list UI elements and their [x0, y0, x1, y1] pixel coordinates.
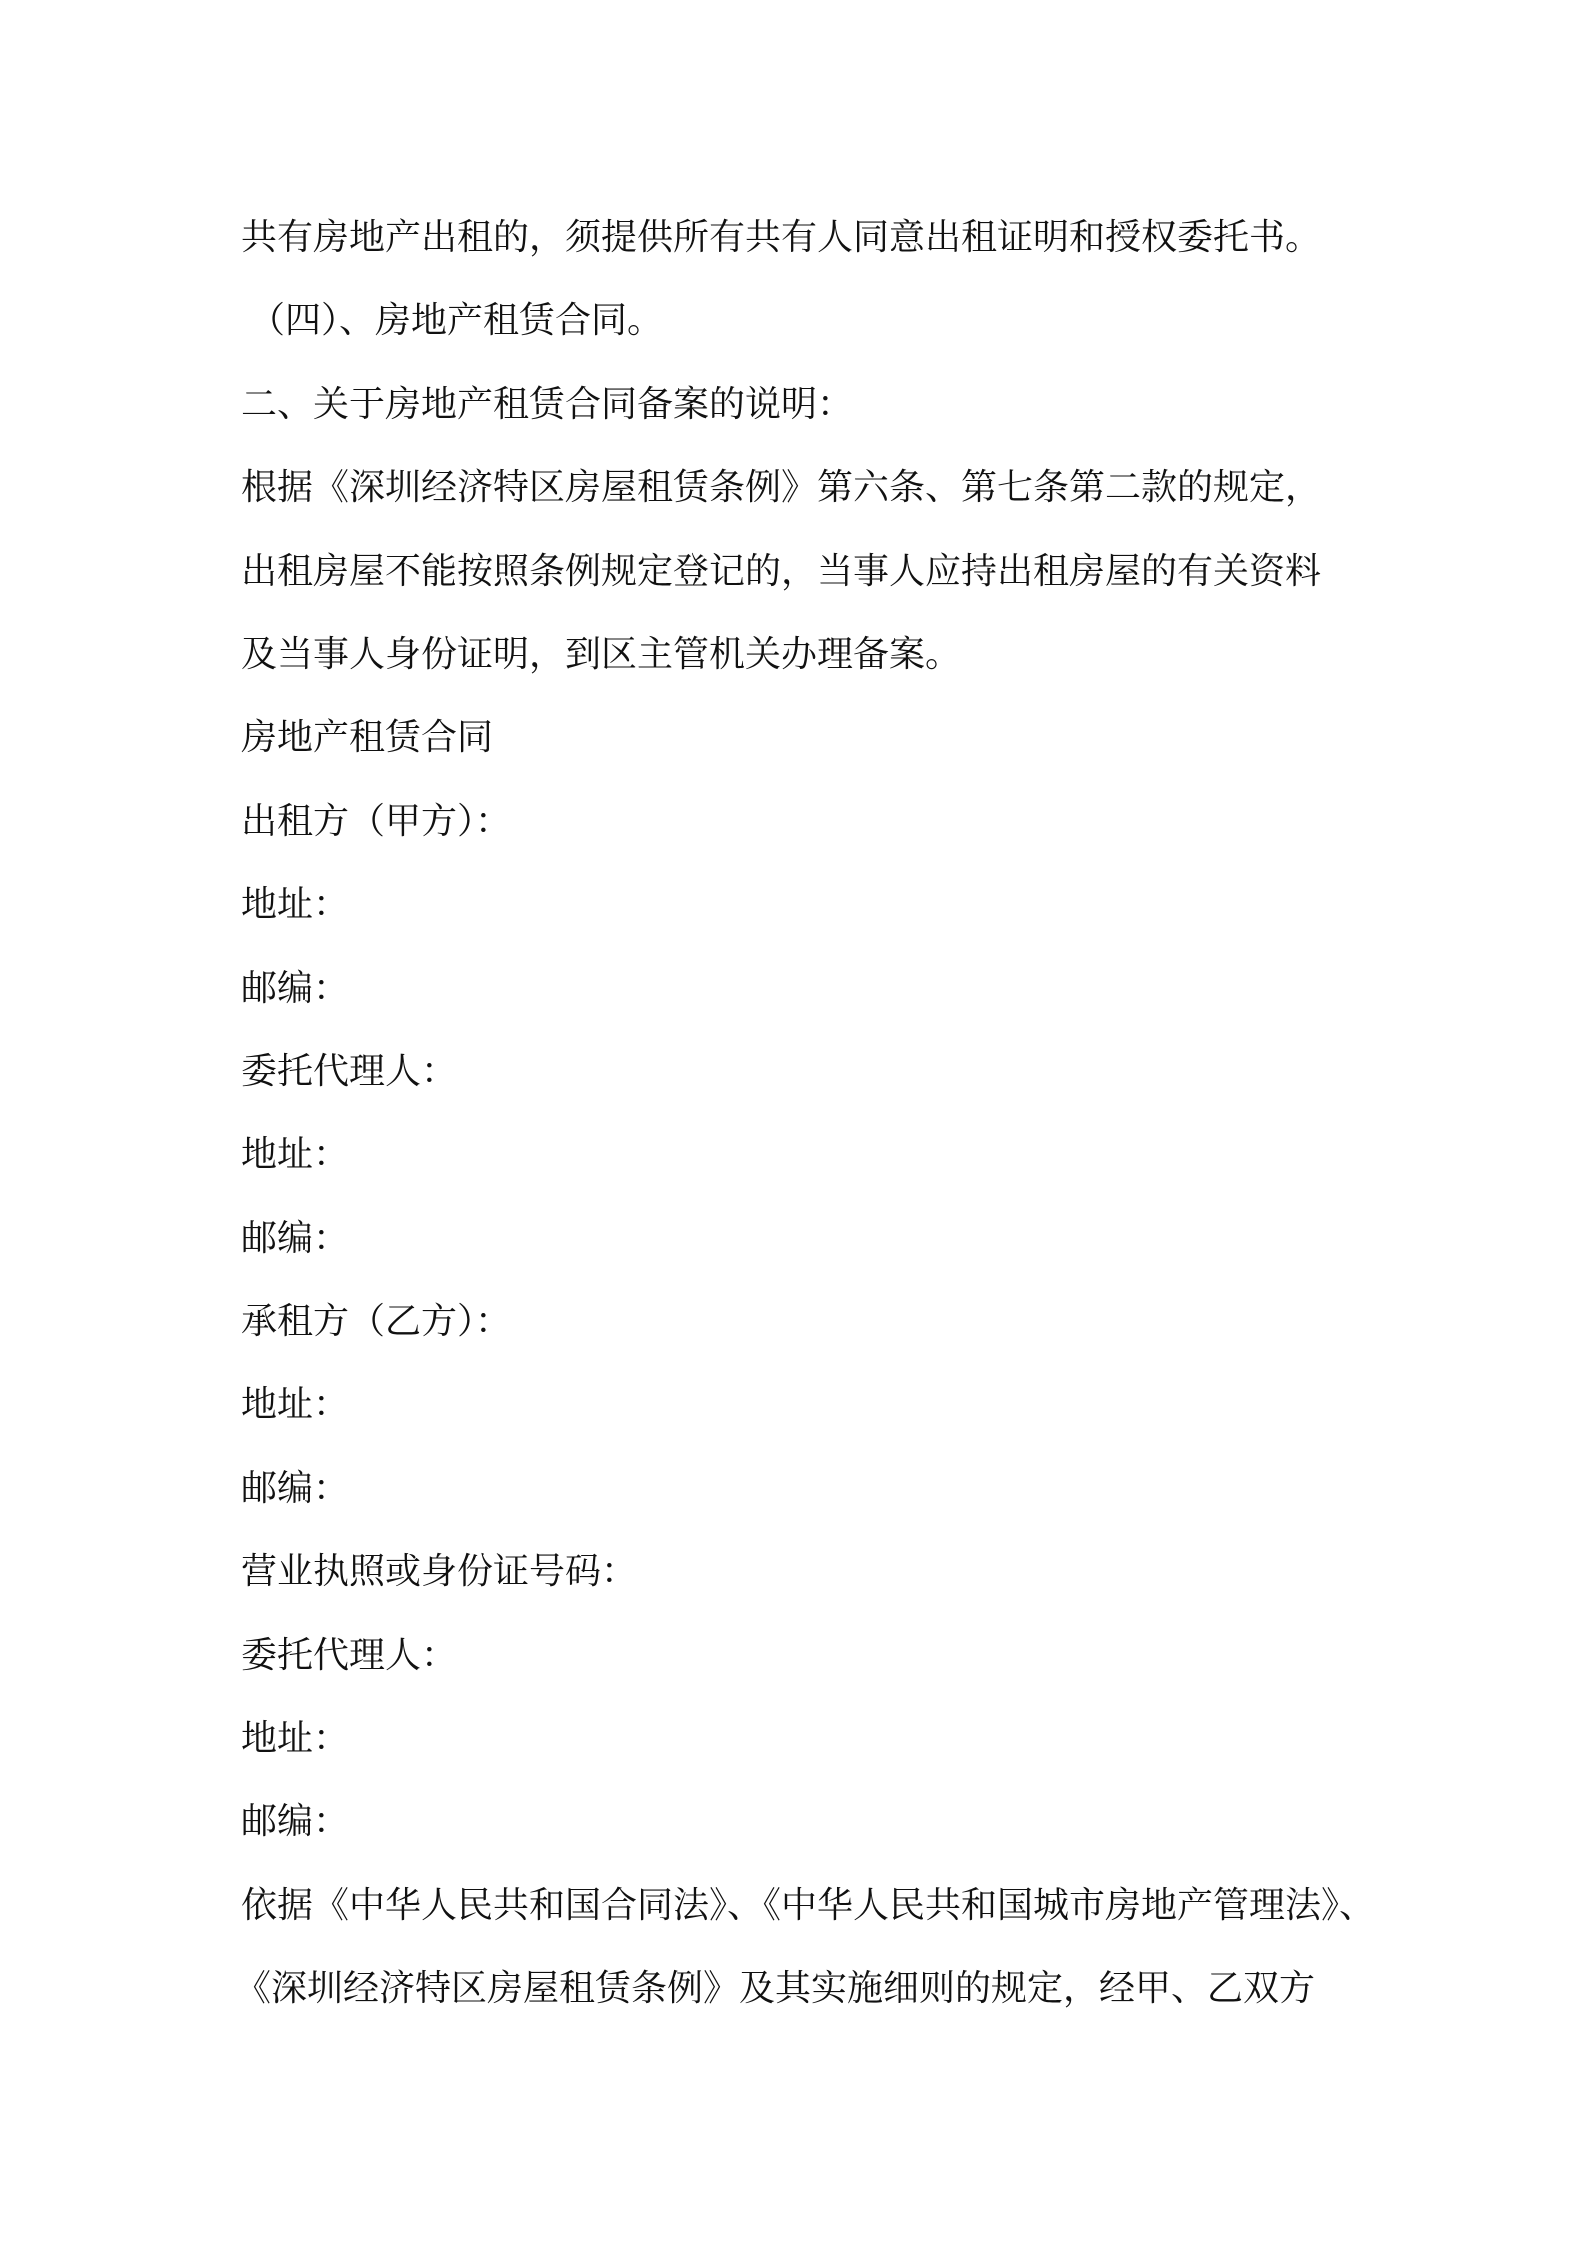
section-heading-two: 二、关于房地产租赁合同备案的说明：: [241, 383, 854, 425]
lessee-id-number-label: 营业执照或身份证号码：: [241, 1551, 638, 1593]
lessor-postcode-label: 邮编：: [241, 967, 350, 1009]
paragraph-line: 出租房屋不能按照条例规定登记的，当事人应持出租房屋的有关资料: [241, 550, 1322, 592]
contract-title: 房地产租赁合同: [241, 717, 494, 759]
lessor-label: 出租方（甲方）：: [241, 800, 512, 842]
paragraph-line: 共有房地产出租的，须提供所有共有人同意出租证明和授权委托书。: [241, 217, 1322, 258]
lessee-label: 承租方（乙方）：: [241, 1301, 512, 1343]
section-item-four: （四）、房地产租赁合同。: [249, 300, 664, 342]
lessee-address-label: 地址：: [241, 1384, 350, 1426]
lessor-agent-address-label: 地址：: [241, 1134, 350, 1176]
paragraph-line: 根据《深圳经济特区房屋租赁条例》第六条、第七条第二款的规定，: [241, 467, 1322, 509]
paragraph-line: 依据《中华人民共和国合同法》、《中华人民共和国城市房地产管理法》、: [241, 1884, 1376, 1926]
lessee-postcode-label: 邮编：: [241, 1467, 350, 1509]
lessee-agent-postcode-label: 邮编：: [241, 1801, 350, 1843]
lessor-agent-postcode-label: 邮编：: [241, 1217, 350, 1259]
lessee-agent-label: 委托代理人：: [241, 1634, 458, 1676]
lessor-address-label: 地址：: [241, 884, 350, 926]
lessee-agent-address-label: 地址：: [241, 1718, 350, 1760]
document-body: [235, 196, 1376, 2031]
paragraph-line: 及当事人身份证明，到区主管机关办理备案。: [241, 633, 962, 675]
paragraph-line: 《深圳经济特区房屋租赁条例》及其实施细则的规定，经甲、乙双方: [235, 1968, 1316, 2010]
lessor-agent-label: 委托代理人：: [241, 1050, 458, 1092]
